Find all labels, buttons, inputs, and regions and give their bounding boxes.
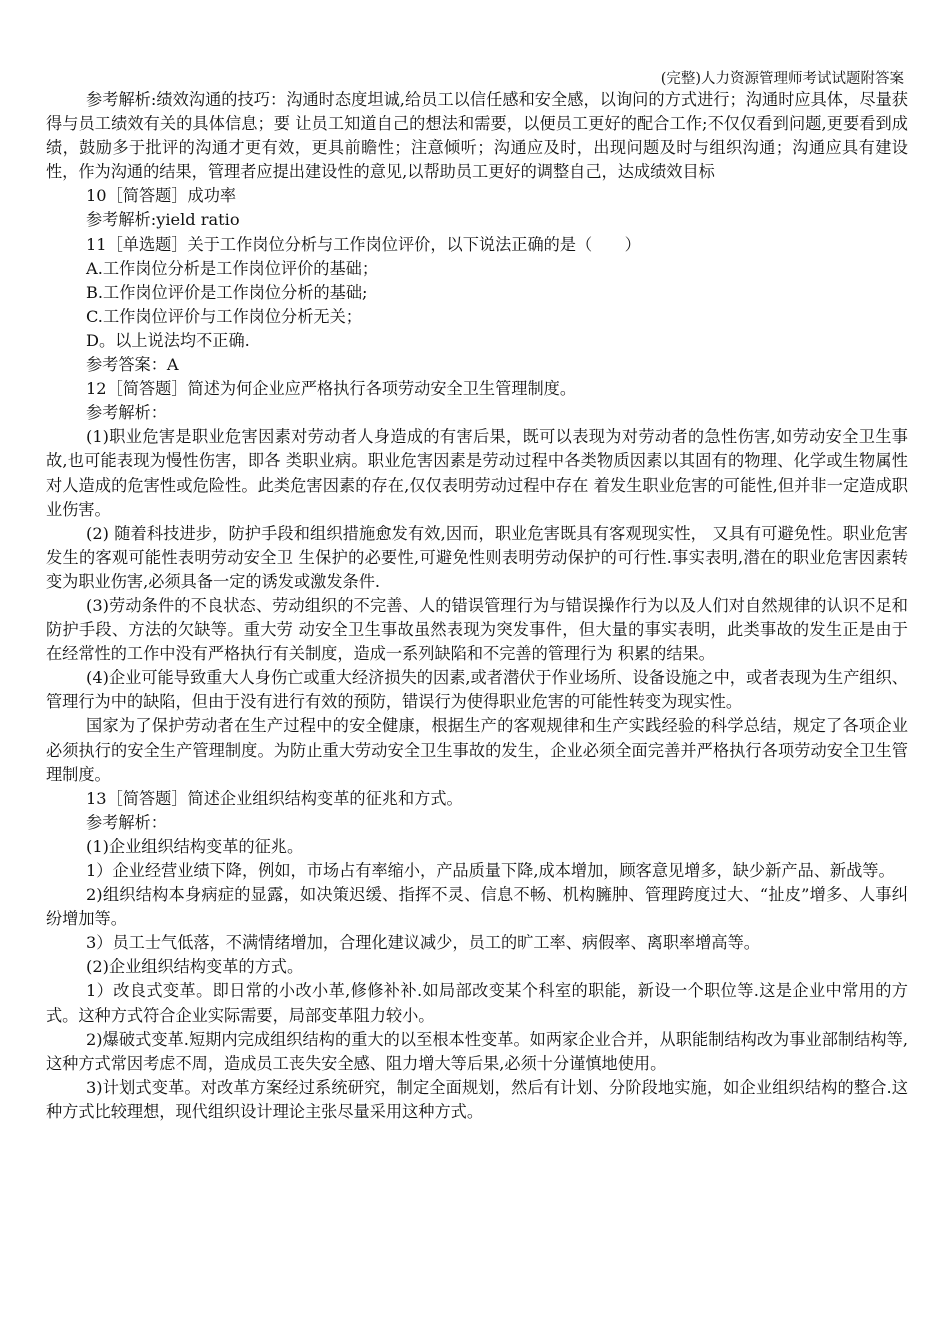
paragraph: 1）改良式变革。即日常的小改小革,修修补补.如局部改变某个科室的职能，新设一个职位等.这是企业中常用的方式。这种方式符合企业实际需要，局部变革阻力较小。	[46, 981, 908, 1025]
paragraph: 2)爆破式变革.短期内完成组织结构的重大的以至根本性变革。如两家企业合并，从职能制结构改为事业部制结构等,这种方式常因考虑不周，造成员工丧失安全感、阻力增大等后果,必须十分谨慎地使用。	[46, 1029, 908, 1073]
paragraph: (1)企业组织结构变革的征兆。	[86, 836, 304, 856]
paragraph: 国家为了保护劳动者在生产过程中的安全健康，根据生产的客观规律和生产实践经验的科学总结，规定了各项企业必须执行的安全生产管理制度。为防止重大劳动安全卫生事故的发生，企业必须全面完善并严格执行各项劳动安全卫生管理制度。	[46, 716, 908, 784]
paragraph: (4)企业可能导致重大人身伤亡或重大经济损失的因素,或者潜伏于作业场所、设备设施之中，或者表现为生产组织、管理行为中的缺陷，但由于没有进行有效的预防，错误行为使得职业危害的可能性转变为现实性。	[46, 668, 908, 712]
paragraph: 参考答案：A	[86, 355, 179, 375]
paragraph: 1）企业经营业绩下降，例如，市场占有率缩小，产品质量下降,成本增加，顾客意见增多，缺少新产品、新战等。	[86, 861, 895, 880]
paragraph: 11［单选题］关于工作岗位分析与工作岗位评价，以下说法正确的是（ ）	[86, 234, 641, 254]
paragraph: 2)组织结构本身病症的显露，如决策迟缓、指挥不灵、信息不畅、机构臃肿、管理跨度过大、“扯皮”增多、人事纠纷增加等。	[46, 885, 908, 929]
paragraph: 3)计划式变革。对改革方案经过系统研究，制定全面规划，然后有计划、分阶段地实施，如企业组织结构的整合.这种方式比较理想，现代组织设计理论主张尽量采用这种方式。	[46, 1077, 908, 1121]
paragraph: 13［简答题］简述企业组织结构变革的征兆和方式。	[86, 788, 463, 808]
paragraph: 参考解析：	[86, 812, 167, 832]
paragraph: 3）员工士气低落，不满情绪增加，合理化建议减少，员工的旷工率、病假率、离职率增高等。	[86, 933, 760, 953]
paragraph: 参考解析：	[86, 403, 167, 423]
paragraph: C.工作岗位评价与工作岗位分析无关；	[86, 306, 362, 326]
paragraph: B.工作岗位评价是工作岗位分析的基础;	[86, 282, 368, 302]
page-header-title: (完整)人力资源管理师考试试题附答案	[660, 71, 904, 87]
paragraph: 参考解析:yield ratio	[86, 210, 240, 230]
paragraph: (2) 随着科技进步，防护手段和组织措施愈发有效,因而，职业危害既具有客观现实性， 又具有可避免性。职业危害发生的客观可能性表明劳动安全卫 生保护的必要性,可避免性则表明劳动保护的可行性.事实表明,潜在的职业危害因素转变为职业伤害,必须具备一定的诱发或激发条件.	[46, 523, 908, 591]
paragraph: 10［简答题］成功率	[86, 186, 237, 206]
paragraph: 12［简答题］简述为何企业应严格执行各项劳动安全卫生管理制度。	[86, 379, 577, 399]
paragraph: D。以上说法均不正确.	[86, 330, 250, 350]
paragraph: (2)企业组织结构变革的方式。	[86, 957, 304, 977]
paragraph: A.工作岗位分析是工作岗位评价的基础；	[86, 258, 379, 278]
paragraph: 参考解析:绩效沟通的技巧：沟通时态度坦诚,给员工以信任感和安全感，以询问的方式进行；沟通时应具体，尽量获得与员工绩效有关的具体信息；要 让员工知道自己的想法和需要，以便员工更好的配合工作;不仅仅看到问题,更要看到成绩，鼓励多于批评的沟通才更有效，更具前瞻性；注意倾听；沟通应及时，出现问题及时与组织沟通；沟通应具有建设性，作为沟通的结果，管理者应提出建设性的意见,以帮助员工更好的调整自己，达成绩效目标	[46, 90, 908, 182]
paragraph: (1)职业危害是职业危害因素对劳动者人身造成的有害后果，既可以表现为对劳动者的急性伤害,如劳动安全卫生事故,也可能表现为慢性伤害，即各 类职业病。职业危害因素是劳动过程中各类物质因素以其固有的物理、化学或生物属性对人造成的危害性或危险性。此类危害因素的存在,仅仅表明劳动过程中存在 着发生职业危害的可能性,但并非一定造成职业伤害。	[46, 427, 908, 519]
paragraph: (3)劳动条件的不良状态、劳动组织的不完善、人的错误管理行为与错误操作行为以及人们对自然规律的认识不足和防护手段、方法的欠缺等。重大劳 动安全卫生事故虽然表现为突发事件，但大量的事实表明，此类事故的发生正是由于在经常性的工作中没有严格执行有关制度，造成一系列缺陷和不完善的管理行为 积累的结果。	[46, 595, 908, 664]
document-body	[46, 88, 908, 1124]
